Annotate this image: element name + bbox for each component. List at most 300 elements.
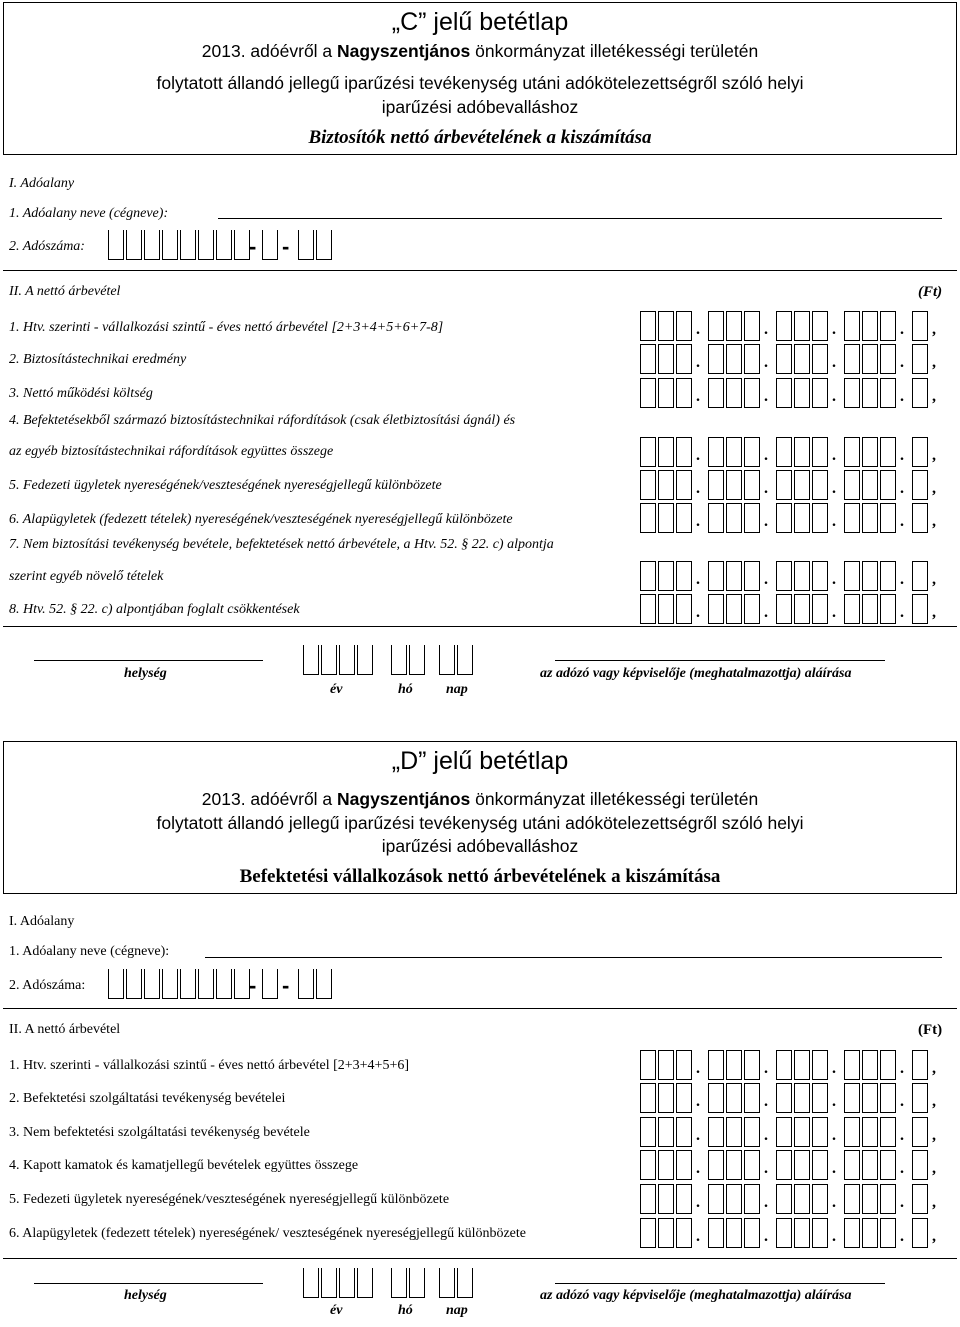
digit-cell[interactable] xyxy=(658,561,674,591)
digit-cell[interactable] xyxy=(812,1083,828,1113)
digit-cell[interactable] xyxy=(794,378,810,408)
digit-cell[interactable] xyxy=(640,378,656,408)
thousands-separator: . xyxy=(900,1160,904,1177)
digit-cell[interactable] xyxy=(744,311,760,341)
form-d-row-6-label: 6. Alapügyletek (fedezett tételek) nyereségének/ veszteségének nyereségjellegű különbözete xyxy=(9,1226,526,1241)
form-d-row-2-label: 2. Befektetési szolgáltatási tevékenység bevételei xyxy=(9,1091,286,1106)
digit-cell[interactable] xyxy=(658,594,674,624)
digit-cell[interactable] xyxy=(794,1083,810,1113)
digit-cell[interactable] xyxy=(726,378,742,408)
thousands-separator: . xyxy=(764,1060,768,1077)
thousands-separator: . xyxy=(900,480,904,497)
digit-cell[interactable] xyxy=(708,1184,724,1214)
digit-cell[interactable] xyxy=(880,344,896,374)
digit-cell[interactable] xyxy=(726,1083,742,1113)
digit-cell[interactable] xyxy=(640,1184,656,1214)
thousands-separator: . xyxy=(696,604,700,621)
digit-cell[interactable] xyxy=(676,1117,692,1147)
form-c-header-line3: iparűzési adóbevalláshoz xyxy=(381,97,579,117)
digit-cell[interactable] xyxy=(658,1083,674,1113)
digit-cell[interactable] xyxy=(794,1218,810,1248)
form-c-title: „C” jelű betétlap xyxy=(391,8,569,36)
digit-cell[interactable] xyxy=(862,503,878,533)
decimal-separator: , xyxy=(932,571,936,588)
digit-cell[interactable] xyxy=(812,503,828,533)
decimal-separator: , xyxy=(932,604,936,621)
digit-cell[interactable] xyxy=(726,437,742,467)
decimal-separator: , xyxy=(932,1093,936,1110)
digit-cell[interactable] xyxy=(794,1150,810,1180)
digit-cell[interactable] xyxy=(862,1184,878,1214)
thousands-separator: . xyxy=(696,513,700,530)
form-d-row-1-label: 1. Htv. szerinti - vállalkozási szintű - éves nettó árbevétel [2+3+4+5+6] xyxy=(9,1058,409,1073)
form-c-row-5-label: 5. Fedezeti ügyletek nyereségének/veszteségének nyereségjellegű különbözete xyxy=(9,478,442,493)
digit-cell[interactable] xyxy=(708,594,724,624)
digit-cell[interactable] xyxy=(744,561,760,591)
digit-cell[interactable] xyxy=(708,503,724,533)
digit-cell[interactable] xyxy=(912,561,928,591)
digit-cell[interactable] xyxy=(880,594,896,624)
digit-cell[interactable] xyxy=(776,1184,792,1214)
digit-cell[interactable] xyxy=(812,1050,828,1080)
digit-cell[interactable] xyxy=(912,1184,928,1214)
digit-cell[interactable] xyxy=(880,470,896,500)
thousands-separator: . xyxy=(764,1127,768,1144)
form-c-row-6-label: 6. Alapügyletek (fedezett tételek) nyereségének/veszteségének nyereségjellegű különbözete xyxy=(9,512,513,527)
thousands-separator: . xyxy=(764,388,768,405)
digit-cell[interactable] xyxy=(708,1218,724,1248)
form-c-row-3-label: 3. Nettó működési költség xyxy=(9,386,153,401)
digit-cell[interactable] xyxy=(658,311,674,341)
thousands-separator: . xyxy=(764,1160,768,1177)
decimal-separator: , xyxy=(932,1160,936,1177)
thousands-separator: . xyxy=(900,1194,904,1211)
digit-cell[interactable] xyxy=(776,561,792,591)
digit-cell[interactable] xyxy=(726,311,742,341)
form-c-dash1: - xyxy=(249,234,257,259)
thousands-separator: . xyxy=(832,1228,836,1245)
form-c-subtitle: Biztosítók nettó árbevételének a kiszámítása xyxy=(308,127,652,148)
digit-cell[interactable] xyxy=(880,503,896,533)
digit-cell[interactable] xyxy=(776,594,792,624)
thousands-separator: . xyxy=(832,571,836,588)
digit-cell[interactable] xyxy=(708,344,724,374)
form-d-taxpayer-name-label: 1. Adóalany neve (cégneve): xyxy=(9,944,170,959)
digit-cell[interactable] xyxy=(640,437,656,467)
digit-cell[interactable] xyxy=(726,1184,742,1214)
digit-cell[interactable] xyxy=(676,311,692,341)
thousands-separator: . xyxy=(696,1093,700,1110)
digit-cell[interactable] xyxy=(844,594,860,624)
form-d-tax-number-label: 2. Adószáma: xyxy=(9,978,86,993)
form-c-day-label: nap xyxy=(446,682,468,697)
thousands-separator: . xyxy=(764,321,768,338)
form-d-row-3-label: 3. Nem befektetési szolgáltatási tevékenység bevétele xyxy=(9,1125,310,1140)
digit-cell[interactable] xyxy=(676,1184,692,1214)
digit-cell[interactable] xyxy=(726,1050,742,1080)
form-c-row-7-label: 7. Nem biztosítási tevékenység bevétele, befektetések nettó árbevétele, a Htv. 52. § 22. c) alpontja xyxy=(9,537,554,552)
thousands-separator: . xyxy=(900,1093,904,1110)
form-d-header-line3: iparűzési adóbevalláshoz xyxy=(381,836,579,856)
thousands-separator: . xyxy=(764,447,768,464)
thousands-separator: . xyxy=(900,388,904,405)
digit-cell[interactable] xyxy=(640,1117,656,1147)
digit-cell[interactable] xyxy=(658,1184,674,1214)
form-c-tax-number-label: 2. Adószáma: xyxy=(9,239,85,254)
thousands-separator: . xyxy=(832,480,836,497)
decimal-separator: , xyxy=(932,513,936,530)
digit-cell[interactable] xyxy=(708,311,724,341)
digit-cell[interactable] xyxy=(862,1050,878,1080)
digit-cell[interactable] xyxy=(912,503,928,533)
form-d-divider xyxy=(3,1008,957,1009)
digit-cell[interactable] xyxy=(912,1083,928,1113)
digit-cell[interactable] xyxy=(880,1218,896,1248)
digit-cell[interactable] xyxy=(744,1218,760,1248)
digit-cell[interactable] xyxy=(812,1184,828,1214)
form-c-row-4-label: 4. Befektetésekből származó biztosítástechnikai ráfordítások (csak életbiztosítási ágnál) és xyxy=(9,413,516,428)
digit-cell[interactable] xyxy=(776,1083,792,1113)
digit-cell[interactable] xyxy=(912,311,928,341)
form-d-place-line[interactable] xyxy=(34,1283,263,1284)
digit-cell[interactable] xyxy=(708,561,724,591)
digit-cell[interactable] xyxy=(676,470,692,500)
form-d-row-5-label: 5. Fedezeti ügyletek nyereségének/veszteségének nyereségjellegű különbözete xyxy=(9,1192,450,1207)
form-d-line1-post: önkormányzat illetékességi területén xyxy=(470,789,759,809)
decimal-separator: , xyxy=(932,354,936,371)
form-c-row-8-label: 8. Htv. 52. § 22. c) alpontjában foglalt csökkentések xyxy=(9,602,300,617)
digit-cell[interactable] xyxy=(726,561,742,591)
digit-cell[interactable] xyxy=(862,1218,878,1248)
digit-cell[interactable] xyxy=(844,1083,860,1113)
form-d-dash1: - xyxy=(249,973,257,998)
digit-cell[interactable] xyxy=(776,311,792,341)
digit-cell[interactable] xyxy=(708,1083,724,1113)
digit-cell[interactable] xyxy=(862,470,878,500)
digit-cell[interactable] xyxy=(708,437,724,467)
form-c-divider xyxy=(3,270,957,271)
digit-cell[interactable] xyxy=(708,470,724,500)
digit-cell[interactable] xyxy=(726,344,742,374)
digit-cell[interactable] xyxy=(844,1218,860,1248)
digit-cell[interactable] xyxy=(812,1218,828,1248)
digit-cell[interactable] xyxy=(912,594,928,624)
digit-cell[interactable] xyxy=(658,437,674,467)
form-c-month-label: hó xyxy=(398,682,413,697)
digit-cell[interactable] xyxy=(776,503,792,533)
digit-cell[interactable] xyxy=(912,378,928,408)
digit-cell[interactable] xyxy=(862,1117,878,1147)
thousands-separator: . xyxy=(832,1160,836,1177)
digit-cell[interactable] xyxy=(658,1117,674,1147)
form-c-currency: (Ft) xyxy=(918,284,943,300)
thousands-separator: . xyxy=(900,604,904,621)
digit-cell[interactable] xyxy=(640,311,656,341)
thousands-separator: . xyxy=(764,1093,768,1110)
digit-cell[interactable] xyxy=(640,1050,656,1080)
digit-cell[interactable] xyxy=(844,561,860,591)
digit-cell[interactable] xyxy=(676,1218,692,1248)
digit-cell[interactable] xyxy=(744,437,760,467)
digit-cell[interactable] xyxy=(880,1083,896,1113)
digit-cell[interactable] xyxy=(812,1150,828,1180)
decimal-separator: , xyxy=(932,447,936,464)
digit-cell[interactable] xyxy=(880,437,896,467)
digit-cell[interactable] xyxy=(658,1150,674,1180)
digit-cell[interactable] xyxy=(862,1083,878,1113)
digit-cell[interactable] xyxy=(744,1117,760,1147)
digit-cell[interactable] xyxy=(862,561,878,591)
digit-cell[interactable] xyxy=(640,344,656,374)
digit-cell[interactable] xyxy=(776,378,792,408)
digit-cell[interactable] xyxy=(912,437,928,467)
decimal-separator: , xyxy=(932,1127,936,1144)
digit-cell[interactable] xyxy=(812,378,828,408)
digit-cell[interactable] xyxy=(812,470,828,500)
digit-cell[interactable] xyxy=(744,1150,760,1180)
digit-cell[interactable] xyxy=(862,437,878,467)
form-c-municipality: Nagyszentjános xyxy=(337,41,471,61)
decimal-separator: , xyxy=(932,388,936,405)
digit-cell[interactable] xyxy=(640,470,656,500)
form-c-divider-bottom xyxy=(3,626,957,627)
digit-cell[interactable] xyxy=(794,437,810,467)
thousands-separator: . xyxy=(764,513,768,530)
form-d-place-label: helység xyxy=(124,1288,167,1303)
digit-cell[interactable] xyxy=(912,1150,928,1180)
digit-cell[interactable] xyxy=(812,344,828,374)
form-d-title: „D” jelű betétlap xyxy=(391,747,569,775)
digit-cell[interactable] xyxy=(708,378,724,408)
digit-cell[interactable] xyxy=(676,437,692,467)
digit-cell[interactable] xyxy=(776,344,792,374)
form-c-header-line1 xyxy=(0,41,960,62)
form-d-taxpayer-name-field[interactable] xyxy=(205,957,942,958)
digit-cell[interactable] xyxy=(640,1218,656,1248)
form-d-day-label: nap xyxy=(446,1303,468,1318)
form-c-line1-post: önkormányzat illetékességi területén xyxy=(470,41,759,61)
form-c-taxpayer-name-field[interactable] xyxy=(218,218,942,219)
thousands-separator: . xyxy=(832,354,836,371)
digit-cell[interactable] xyxy=(794,311,810,341)
digit-cell[interactable] xyxy=(744,1083,760,1113)
digit-cell[interactable] xyxy=(844,503,860,533)
digit-cell[interactable] xyxy=(844,1150,860,1180)
digit-cell[interactable] xyxy=(640,561,656,591)
digit-cell[interactable] xyxy=(794,470,810,500)
thousands-separator: . xyxy=(764,354,768,371)
digit-cell[interactable] xyxy=(726,1218,742,1248)
digit-cell[interactable] xyxy=(744,470,760,500)
thousands-separator: . xyxy=(900,321,904,338)
digit-cell[interactable] xyxy=(880,561,896,591)
thousands-separator: . xyxy=(696,1160,700,1177)
decimal-separator: , xyxy=(932,321,936,338)
digit-cell[interactable] xyxy=(658,470,674,500)
decimal-separator: , xyxy=(932,1060,936,1077)
digit-cell[interactable] xyxy=(726,503,742,533)
form-d-month-label: hó xyxy=(398,1303,413,1318)
digit-cell[interactable] xyxy=(726,470,742,500)
thousands-separator: . xyxy=(832,604,836,621)
form-d-signature-line[interactable] xyxy=(555,1283,885,1284)
digit-cell[interactable] xyxy=(880,1117,896,1147)
digit-cell[interactable] xyxy=(676,1150,692,1180)
digit-cell[interactable] xyxy=(844,344,860,374)
digit-cell[interactable] xyxy=(812,594,828,624)
digit-cell[interactable] xyxy=(640,594,656,624)
thousands-separator: . xyxy=(764,604,768,621)
thousands-separator: . xyxy=(696,388,700,405)
digit-cell[interactable] xyxy=(676,344,692,374)
digit-cell[interactable] xyxy=(744,344,760,374)
digit-cell[interactable] xyxy=(776,1218,792,1248)
digit-cell[interactable] xyxy=(676,594,692,624)
digit-cell[interactable] xyxy=(640,503,656,533)
thousands-separator: . xyxy=(696,354,700,371)
digit-cell[interactable] xyxy=(676,561,692,591)
thousands-separator: . xyxy=(696,321,700,338)
thousands-separator: . xyxy=(832,1194,836,1211)
digit-cell[interactable] xyxy=(794,561,810,591)
digit-cell[interactable] xyxy=(794,344,810,374)
digit-cell[interactable] xyxy=(880,1050,896,1080)
digit-cell[interactable] xyxy=(880,311,896,341)
thousands-separator: . xyxy=(900,1228,904,1245)
digit-cell[interactable] xyxy=(812,437,828,467)
digit-cell[interactable] xyxy=(676,1083,692,1113)
form-c-row-4b-label: az egyéb biztosítástechnikai ráfordítások együttes összege xyxy=(9,444,334,459)
digit-cell[interactable] xyxy=(794,1117,810,1147)
form-c-signature-line[interactable] xyxy=(555,660,885,661)
digit-cell[interactable] xyxy=(776,1117,792,1147)
thousands-separator: . xyxy=(696,1194,700,1211)
digit-cell[interactable] xyxy=(812,311,828,341)
digit-cell[interactable] xyxy=(658,378,674,408)
thousands-separator: . xyxy=(832,1093,836,1110)
form-c-dash2: - xyxy=(282,234,290,259)
digit-cell[interactable] xyxy=(708,1150,724,1180)
digit-cell[interactable] xyxy=(640,1083,656,1113)
digit-cell[interactable] xyxy=(744,503,760,533)
thousands-separator: . xyxy=(832,321,836,338)
digit-cell[interactable] xyxy=(844,1184,860,1214)
thousands-separator: . xyxy=(832,1060,836,1077)
digit-cell[interactable] xyxy=(640,1150,656,1180)
digit-cell[interactable] xyxy=(776,1150,792,1180)
digit-cell[interactable] xyxy=(862,1150,878,1180)
digit-cell[interactable] xyxy=(794,594,810,624)
form-c-row-7b-label: szerint egyéb növelő tételek xyxy=(9,569,164,584)
form-c-year-label: év xyxy=(330,682,343,697)
digit-cell[interactable] xyxy=(776,1050,792,1080)
digit-cell[interactable] xyxy=(844,378,860,408)
digit-cell[interactable] xyxy=(812,561,828,591)
form-c-place-label: helység xyxy=(124,666,167,681)
thousands-separator: . xyxy=(900,1060,904,1077)
thousands-separator: . xyxy=(900,1127,904,1144)
form-d-section-net-revenue: II. A nettó árbevétel xyxy=(9,1022,121,1037)
thousands-separator: . xyxy=(900,447,904,464)
form-d-year-label: év xyxy=(330,1303,343,1318)
digit-cell[interactable] xyxy=(912,1050,928,1080)
digit-cell[interactable] xyxy=(912,344,928,374)
digit-cell[interactable] xyxy=(776,470,792,500)
form-d-row-4-label: 4. Kapott kamatok és kamatjellegű bevételek együttes összege xyxy=(9,1158,359,1173)
digit-cell[interactable] xyxy=(912,1117,928,1147)
digit-cell[interactable] xyxy=(744,594,760,624)
digit-cell[interactable] xyxy=(726,1117,742,1147)
thousands-separator: . xyxy=(832,447,836,464)
decimal-separator: , xyxy=(932,1194,936,1211)
decimal-separator: , xyxy=(932,1228,936,1245)
form-d-line1-pre: 2013. adóévről a xyxy=(201,789,338,809)
digit-cell[interactable] xyxy=(794,1050,810,1080)
digit-cell[interactable] xyxy=(708,1117,724,1147)
digit-cell[interactable] xyxy=(862,378,878,408)
digit-cell[interactable] xyxy=(812,1117,828,1147)
form-c-taxpayer-name-label: 1. Adóalany neve (cégneve): xyxy=(9,206,169,221)
digit-cell[interactable] xyxy=(658,1050,674,1080)
digit-cell[interactable] xyxy=(794,503,810,533)
digit-cell[interactable] xyxy=(708,1050,724,1080)
digit-cell[interactable] xyxy=(912,1218,928,1248)
digit-cell[interactable] xyxy=(744,1050,760,1080)
digit-cell[interactable] xyxy=(862,594,878,624)
digit-cell[interactable] xyxy=(880,1184,896,1214)
digit-cell[interactable] xyxy=(844,1050,860,1080)
form-c-header-line2: folytatott állandó jellegű iparűzési tevékenység utáni adókötelezettségről szóló helyi xyxy=(156,73,804,93)
form-d-divider-bottom xyxy=(3,1258,957,1259)
thousands-separator: . xyxy=(696,447,700,464)
thousands-separator: . xyxy=(764,480,768,497)
digit-cell[interactable] xyxy=(862,311,878,341)
form-d-municipality: Nagyszentjános xyxy=(337,789,471,809)
digit-cell[interactable] xyxy=(658,344,674,374)
digit-cell[interactable] xyxy=(744,378,760,408)
digit-cell[interactable] xyxy=(726,594,742,624)
form-c-line1-pre: 2013. adóévről a xyxy=(201,41,338,61)
thousands-separator: . xyxy=(696,480,700,497)
digit-cell[interactable] xyxy=(794,1184,810,1214)
digit-cell[interactable] xyxy=(844,311,860,341)
thousands-separator: . xyxy=(764,1194,768,1211)
digit-cell[interactable] xyxy=(880,378,896,408)
digit-cell[interactable] xyxy=(844,470,860,500)
digit-cell[interactable] xyxy=(844,437,860,467)
digit-cell[interactable] xyxy=(880,1150,896,1180)
digit-cell[interactable] xyxy=(676,1050,692,1080)
digit-cell[interactable] xyxy=(844,1117,860,1147)
digit-cell[interactable] xyxy=(676,378,692,408)
digit-cell[interactable] xyxy=(912,470,928,500)
digit-cell[interactable] xyxy=(676,503,692,533)
digit-cell[interactable] xyxy=(744,1184,760,1214)
decimal-separator: , xyxy=(932,480,936,497)
thousands-separator: . xyxy=(764,1228,768,1245)
digit-cell[interactable] xyxy=(862,344,878,374)
form-c-place-line[interactable] xyxy=(34,660,263,661)
thousands-separator: . xyxy=(832,513,836,530)
form-d-header-line1 xyxy=(0,789,960,810)
form-d-currency: (Ft) xyxy=(918,1022,943,1038)
thousands-separator: . xyxy=(696,1228,700,1245)
digit-cell[interactable] xyxy=(726,1150,742,1180)
digit-cell[interactable] xyxy=(776,437,792,467)
digit-cell[interactable] xyxy=(658,1218,674,1248)
digit-cell[interactable] xyxy=(658,503,674,533)
form-c-signature-label: az adózó vagy képviselője (meghatalmazottja) aláírása xyxy=(540,666,852,681)
